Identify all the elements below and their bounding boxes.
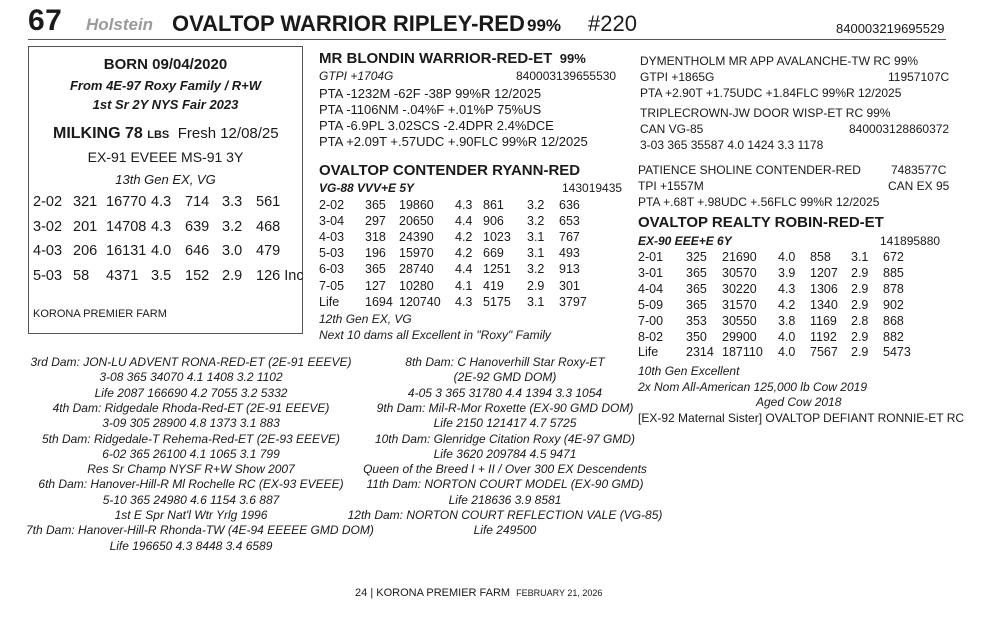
record-cell: 4.0: [778, 329, 796, 344]
dam-dam-id: 141895880: [880, 234, 941, 248]
pedigree-line: 5-10 365 24980 4.6 1154 3.6 887: [102, 492, 280, 507]
record-cell: 31570: [722, 297, 757, 312]
record-cell: 206: [73, 243, 98, 260]
record-cell: 1169: [810, 313, 837, 328]
record-cell: 20650: [399, 214, 434, 229]
pedigree-line: 10th Dam: Glenridge Citation Roxy (4E-97 GMD): [374, 431, 636, 446]
record-cell: 493: [559, 246, 580, 261]
record-cell: 646: [185, 243, 210, 260]
record-cell: 5-03: [319, 246, 345, 261]
pedigree-line: Life 3620 209784 4.5 9471: [433, 446, 577, 461]
record-cell: 3.2: [527, 262, 545, 277]
fresh-date: Fresh 12/08/25: [177, 125, 279, 142]
record-cell: 4.3: [455, 198, 473, 212]
pedigree-line: (2E-92 GMD DOM): [453, 370, 557, 385]
record-cell: 669: [483, 246, 504, 261]
record-cell: 5175: [483, 294, 511, 309]
lot-number: 67: [28, 4, 63, 37]
sire-sire-name: DYMENTHOLM MR APP AVALANCHE-TW RC 99%: [640, 54, 919, 68]
record-cell: 902: [883, 297, 904, 312]
pedigree-line: Res Sr Champ NYSF R+W Show 2007: [87, 462, 295, 477]
sire-pta-1: PTA -1232M -62F -38P 99%R 12/2025: [319, 86, 542, 101]
record-cell: 8-02: [638, 329, 664, 344]
record-cell: 187110: [722, 345, 763, 360]
sire-sire-pta: PTA +2.90T +1.75UDC +1.84FLC 99%R 12/2025: [640, 86, 902, 100]
record-cell: 4-03: [319, 230, 345, 245]
dam-generation: 12th Gen EX, VG: [319, 312, 412, 326]
record-cell: 3.1: [527, 294, 545, 309]
pedigree-line: 9th Dam: Mil-R-Mor Roxette (EX-90 GMD DOM): [376, 400, 634, 415]
record-cell: 5473: [883, 345, 911, 360]
record-cell: 15970: [399, 246, 434, 261]
award-line: 1st Sr 2Y NYS Fair 2023: [92, 97, 239, 112]
record-cell: 297: [365, 214, 386, 229]
record-cell: 3-04: [319, 214, 345, 229]
record-cell: 868: [883, 313, 904, 328]
record-cell: 2.9: [527, 278, 545, 293]
record-cell: 365: [686, 297, 707, 312]
record-cell: 4.0: [778, 250, 796, 264]
sire-pta-4: PTA +2.09T +.57UDC +.90FLC 99%R 12/2025: [319, 134, 588, 149]
sire-sire-gtpi: GTPI +1865G: [640, 70, 715, 84]
record-cell: 4-03: [33, 243, 63, 260]
animal-percent: 99%: [527, 16, 562, 35]
record-cell: 353: [686, 313, 707, 328]
record-cell: 1023: [483, 230, 511, 245]
record-cell: 2-02: [319, 198, 345, 212]
sire-dam-id: 840003128860372: [849, 122, 950, 136]
record-cell: 4-04: [638, 281, 664, 296]
record-cell: 419: [483, 278, 504, 293]
pedigree-line: 6th Dam: Hanover-Hill-R Ml Rochelle RC (EX-93 EVEEE): [38, 477, 344, 492]
record-cell: 321: [73, 194, 98, 210]
record-cell: 1251: [483, 262, 511, 277]
milking-unit: LBS: [147, 129, 170, 141]
pedigree-line: 8th Dam: C Hanoverhill Star Roxy-ET: [405, 355, 605, 369]
dam-dam-generation: 10th Gen Excellent: [638, 364, 740, 378]
record-cell: 4371: [106, 268, 139, 285]
record-cell: 127: [365, 278, 386, 293]
record-cell: 2.9: [851, 345, 869, 360]
record-cell: 4.3: [151, 194, 172, 210]
sire-dam-class: CAN VG-85: [640, 122, 704, 136]
dam-sire-tpi: TPI +1557M: [638, 179, 704, 193]
dam-sire-class: CAN EX 95: [888, 179, 950, 193]
record-cell: 4.3: [455, 294, 473, 309]
record-cell: 365: [365, 198, 386, 212]
family-line: From 4E-97 Roxy Family / R+W: [69, 78, 262, 93]
record-cell: 561: [256, 194, 281, 210]
dam-note: Next 10 dams all Excellent in "Roxy" Family: [319, 328, 551, 342]
record-cell: 3-02: [33, 218, 63, 235]
record-cell: 3.0: [222, 243, 243, 260]
record-cell: 2.9: [851, 281, 869, 296]
record-cell: 4.1: [455, 278, 473, 293]
record-cell: 19860: [399, 198, 434, 212]
record-cell: 861: [483, 198, 504, 212]
animal-tag: #220: [588, 11, 637, 36]
record-cell: 1694: [365, 294, 393, 309]
record-cell: 1192: [810, 329, 837, 344]
record-cell: 325: [686, 250, 707, 264]
dam-dam-classification: EX-90 EEE+E 6Y: [638, 234, 732, 248]
footer-farm: KORONA PREMIER FARM: [376, 587, 511, 599]
pedigree-line: 12th Dam: NORTON COURT REFLECTION VALE (VG-85): [347, 508, 663, 522]
record-cell: 21690: [722, 250, 757, 264]
sire-name: MR BLONDIN WARRIOR-RED-ET: [319, 50, 553, 67]
record-cell: 365: [686, 265, 707, 280]
pedigree-line: 11th Dam: NORTON COURT MODEL (EX-90 GMD): [366, 477, 644, 492]
record-cell: 4.3: [151, 218, 172, 235]
dam-sire-name: PATIENCE SHOLINE CONTENDER-RED: [638, 163, 861, 177]
pedigree-line: 3-08 365 34070 4.1 1408 3.2 1102: [99, 370, 283, 385]
record-cell: 3.9: [778, 265, 796, 280]
record-cell: 24390: [399, 230, 434, 245]
record-cell: 4.0: [151, 243, 172, 260]
record-cell: 30570: [722, 265, 757, 280]
record-cell: 2.9: [851, 265, 869, 280]
dam-sire-pta: PTA +.68T +.98UDC +.56FLC 99%R 12/2025: [638, 195, 880, 209]
record-cell: Life: [638, 345, 659, 360]
footer: [355, 587, 602, 599]
pedigree-line: Queen of the Breed I + II / Over 300 EX Descendents: [363, 462, 647, 477]
pedigree-line: 4th Dam: Ridgedale Rhoda-Red-ET (2E-91 EEEVE): [52, 400, 330, 415]
pedigree-line: 6-02 365 26100 4.1 1065 3.1 799: [102, 446, 280, 461]
record-cell: 7-00: [638, 313, 664, 328]
sire-pta-2: PTA -1106NM -.04%F +.01%P 75%US: [319, 102, 542, 117]
record-cell: 29900: [722, 329, 757, 344]
record-cell: 6-03: [319, 262, 345, 277]
pedigree-line: 1st E Spr Nat'l Wtr Yrlg 1996: [114, 508, 268, 522]
sire-percent: 99%: [559, 51, 586, 66]
farm-label: KORONA PREMIER FARM: [33, 308, 167, 320]
pedigree-line: 3-09 305 28900 4.8 1373 3.1 883: [102, 416, 280, 431]
record-cell: 4.2: [455, 230, 473, 245]
record-cell: 4.3: [778, 281, 796, 296]
registration-number: 840003219695529: [836, 21, 945, 36]
record-cell: 58: [73, 268, 90, 285]
record-cell: 653: [559, 214, 580, 229]
pedigree-line: 4-05 3 365 31780 4.4 1394 3.3 1054: [407, 385, 603, 400]
record-cell: Life: [319, 294, 340, 309]
record-cell: 5-09: [638, 297, 664, 312]
born-date: BORN 09/04/2020: [103, 56, 228, 73]
animal-name: OVALTOP WARRIOR RIPLEY-RED: [172, 11, 525, 36]
record-cell: 1207: [810, 265, 838, 280]
pedigree-line: Life 2087 166690 4.2 7055 3.2 5332: [94, 385, 288, 400]
footer-sep: |: [370, 587, 374, 599]
record-cell: 639: [185, 218, 210, 235]
pedigree-line: Life 2150 121417 4.7 5725: [433, 416, 577, 431]
record-cell: 3.5: [151, 268, 172, 285]
record-cell: 4.2: [455, 246, 473, 261]
record-cell: 7-05: [319, 278, 345, 293]
record-cell: 2-01: [638, 250, 664, 264]
sire-pta-3: PTA -6.9PL 3.02SCS -2.4DPR 2.4%DCE: [319, 118, 554, 133]
record-cell: 1306: [810, 281, 838, 296]
breed-label: Holstein: [86, 15, 154, 34]
record-cell: 350: [686, 329, 707, 344]
record-cell: 3.1: [851, 250, 869, 264]
record-cell: 913: [559, 262, 580, 277]
dam-dam-award-2: Aged Cow 2018: [756, 395, 842, 409]
record-cell: 4.0: [778, 345, 796, 360]
milking-line: [53, 125, 279, 143]
record-cell: 767: [559, 230, 580, 245]
record-cell: 4.4: [455, 214, 473, 229]
record-cell: 2-02: [33, 194, 63, 210]
pedigree-line: 7th Dam: Hanover-Hill-R Rhonda-TW (4E-94 EEEEE GMD DOM): [26, 523, 374, 538]
record-cell: 30220: [722, 281, 757, 296]
dam-dam-name: OVALTOP REALTY ROBIN-RED-ET: [638, 214, 884, 231]
record-cell: 2.9: [222, 268, 243, 285]
sire-sire-id: 11957107C: [888, 70, 950, 84]
record-cell: 3.3: [222, 194, 243, 210]
record-cell: 3797: [559, 294, 587, 309]
record-cell: 3-01: [638, 265, 664, 280]
milking-label: MILKING 78: [53, 125, 143, 142]
record-cell: 196: [365, 246, 386, 261]
sire-dam-name: TRIPLECROWN-JW DOOR WISP-ET RC 99%: [640, 106, 891, 120]
record-cell: 468: [256, 218, 281, 235]
pedigree-line: 5th Dam: Ridgedale-T Rehema-Red-ET (2E-93 EEEVE): [41, 431, 341, 446]
sire-gtpi: GTPI +1704G: [319, 69, 394, 83]
record-cell: 1340: [810, 297, 838, 312]
footer-date: FEBRUARY 21, 2026: [516, 588, 603, 598]
record-cell: 878: [883, 281, 904, 296]
record-cell: 3.1: [527, 230, 545, 245]
dam-id: 143019435: [562, 181, 623, 195]
record-cell: 14708: [106, 218, 147, 235]
record-cell: 201: [73, 218, 98, 235]
record-cell: 16770: [106, 194, 147, 210]
record-cell: 906: [483, 214, 504, 229]
record-cell: 318: [365, 230, 386, 245]
record-cell: 4.4: [455, 262, 473, 277]
record-cell: 3.1: [527, 246, 545, 261]
record-cell: 858: [810, 250, 831, 264]
record-cell: 126 Inc: [256, 268, 304, 285]
classification: EX-91 EVEEE MS-91 3Y: [87, 149, 244, 165]
record-cell: 885: [883, 265, 904, 280]
dam-name: OVALTOP CONTENDER RYANN-RED: [319, 162, 581, 179]
record-cell: 3.2: [527, 214, 545, 229]
record-cell: 3.8: [778, 313, 796, 328]
record-cell: 10280: [399, 278, 434, 293]
record-cell: 2.9: [851, 329, 869, 344]
record-cell: 3.2: [222, 218, 243, 235]
record-cell: 2.8: [851, 313, 869, 328]
record-cell: 636: [559, 198, 580, 212]
record-cell: 2314: [686, 345, 714, 360]
record-cell: 120740: [399, 294, 441, 309]
record-cell: 365: [365, 262, 386, 277]
record-cell: 7567: [810, 345, 838, 360]
pedigree-line: Life 196650 4.3 8448 3.4 6589: [109, 538, 273, 553]
record-cell: 882: [883, 329, 904, 344]
record-cell: 152: [185, 268, 210, 285]
dam-dam-sister: [EX-92 Maternal Sister] OVALTOP DEFIANT RONNIE-ET RC: [638, 411, 965, 425]
record-cell: 301: [559, 278, 580, 293]
generation: 13th Gen EX, VG: [115, 172, 216, 187]
record-cell: 479: [256, 243, 281, 260]
dam-classification: VG-88 VVV+E 5Y: [319, 181, 415, 195]
record-cell: 5-03: [33, 268, 63, 285]
pedigree-line: 3rd Dam: JON-LU ADVENT RONA-RED-ET (2E-91 EEEVE): [30, 355, 352, 369]
pedigree-line: Life 218636 3.9 8581: [448, 492, 562, 507]
record-cell: 16131: [106, 243, 147, 260]
record-cell: 3.2: [527, 198, 545, 212]
record-cell: 365: [686, 281, 707, 296]
sire-name-line: [319, 50, 586, 68]
sire-dam-record: 3-03 365 35587 4.0 1424 3.3 1178: [640, 138, 824, 152]
sire-id: 840003139655530: [516, 69, 617, 83]
dam-dam-award-1: 2x Nom All-American 125,000 lb Cow 2019: [638, 380, 868, 394]
header-rule: [28, 39, 946, 40]
record-cell: 2.9: [851, 297, 869, 312]
pedigree-line: Life 249500: [473, 523, 537, 538]
footer-page: 24: [355, 587, 368, 599]
dam-sire-id: 7483577C: [891, 163, 947, 177]
record-cell: 672: [883, 250, 904, 264]
record-cell: 4.2: [778, 297, 796, 312]
record-cell: 30550: [722, 313, 757, 328]
record-cell: 714: [185, 194, 210, 210]
record-cell: 28740: [399, 262, 434, 277]
